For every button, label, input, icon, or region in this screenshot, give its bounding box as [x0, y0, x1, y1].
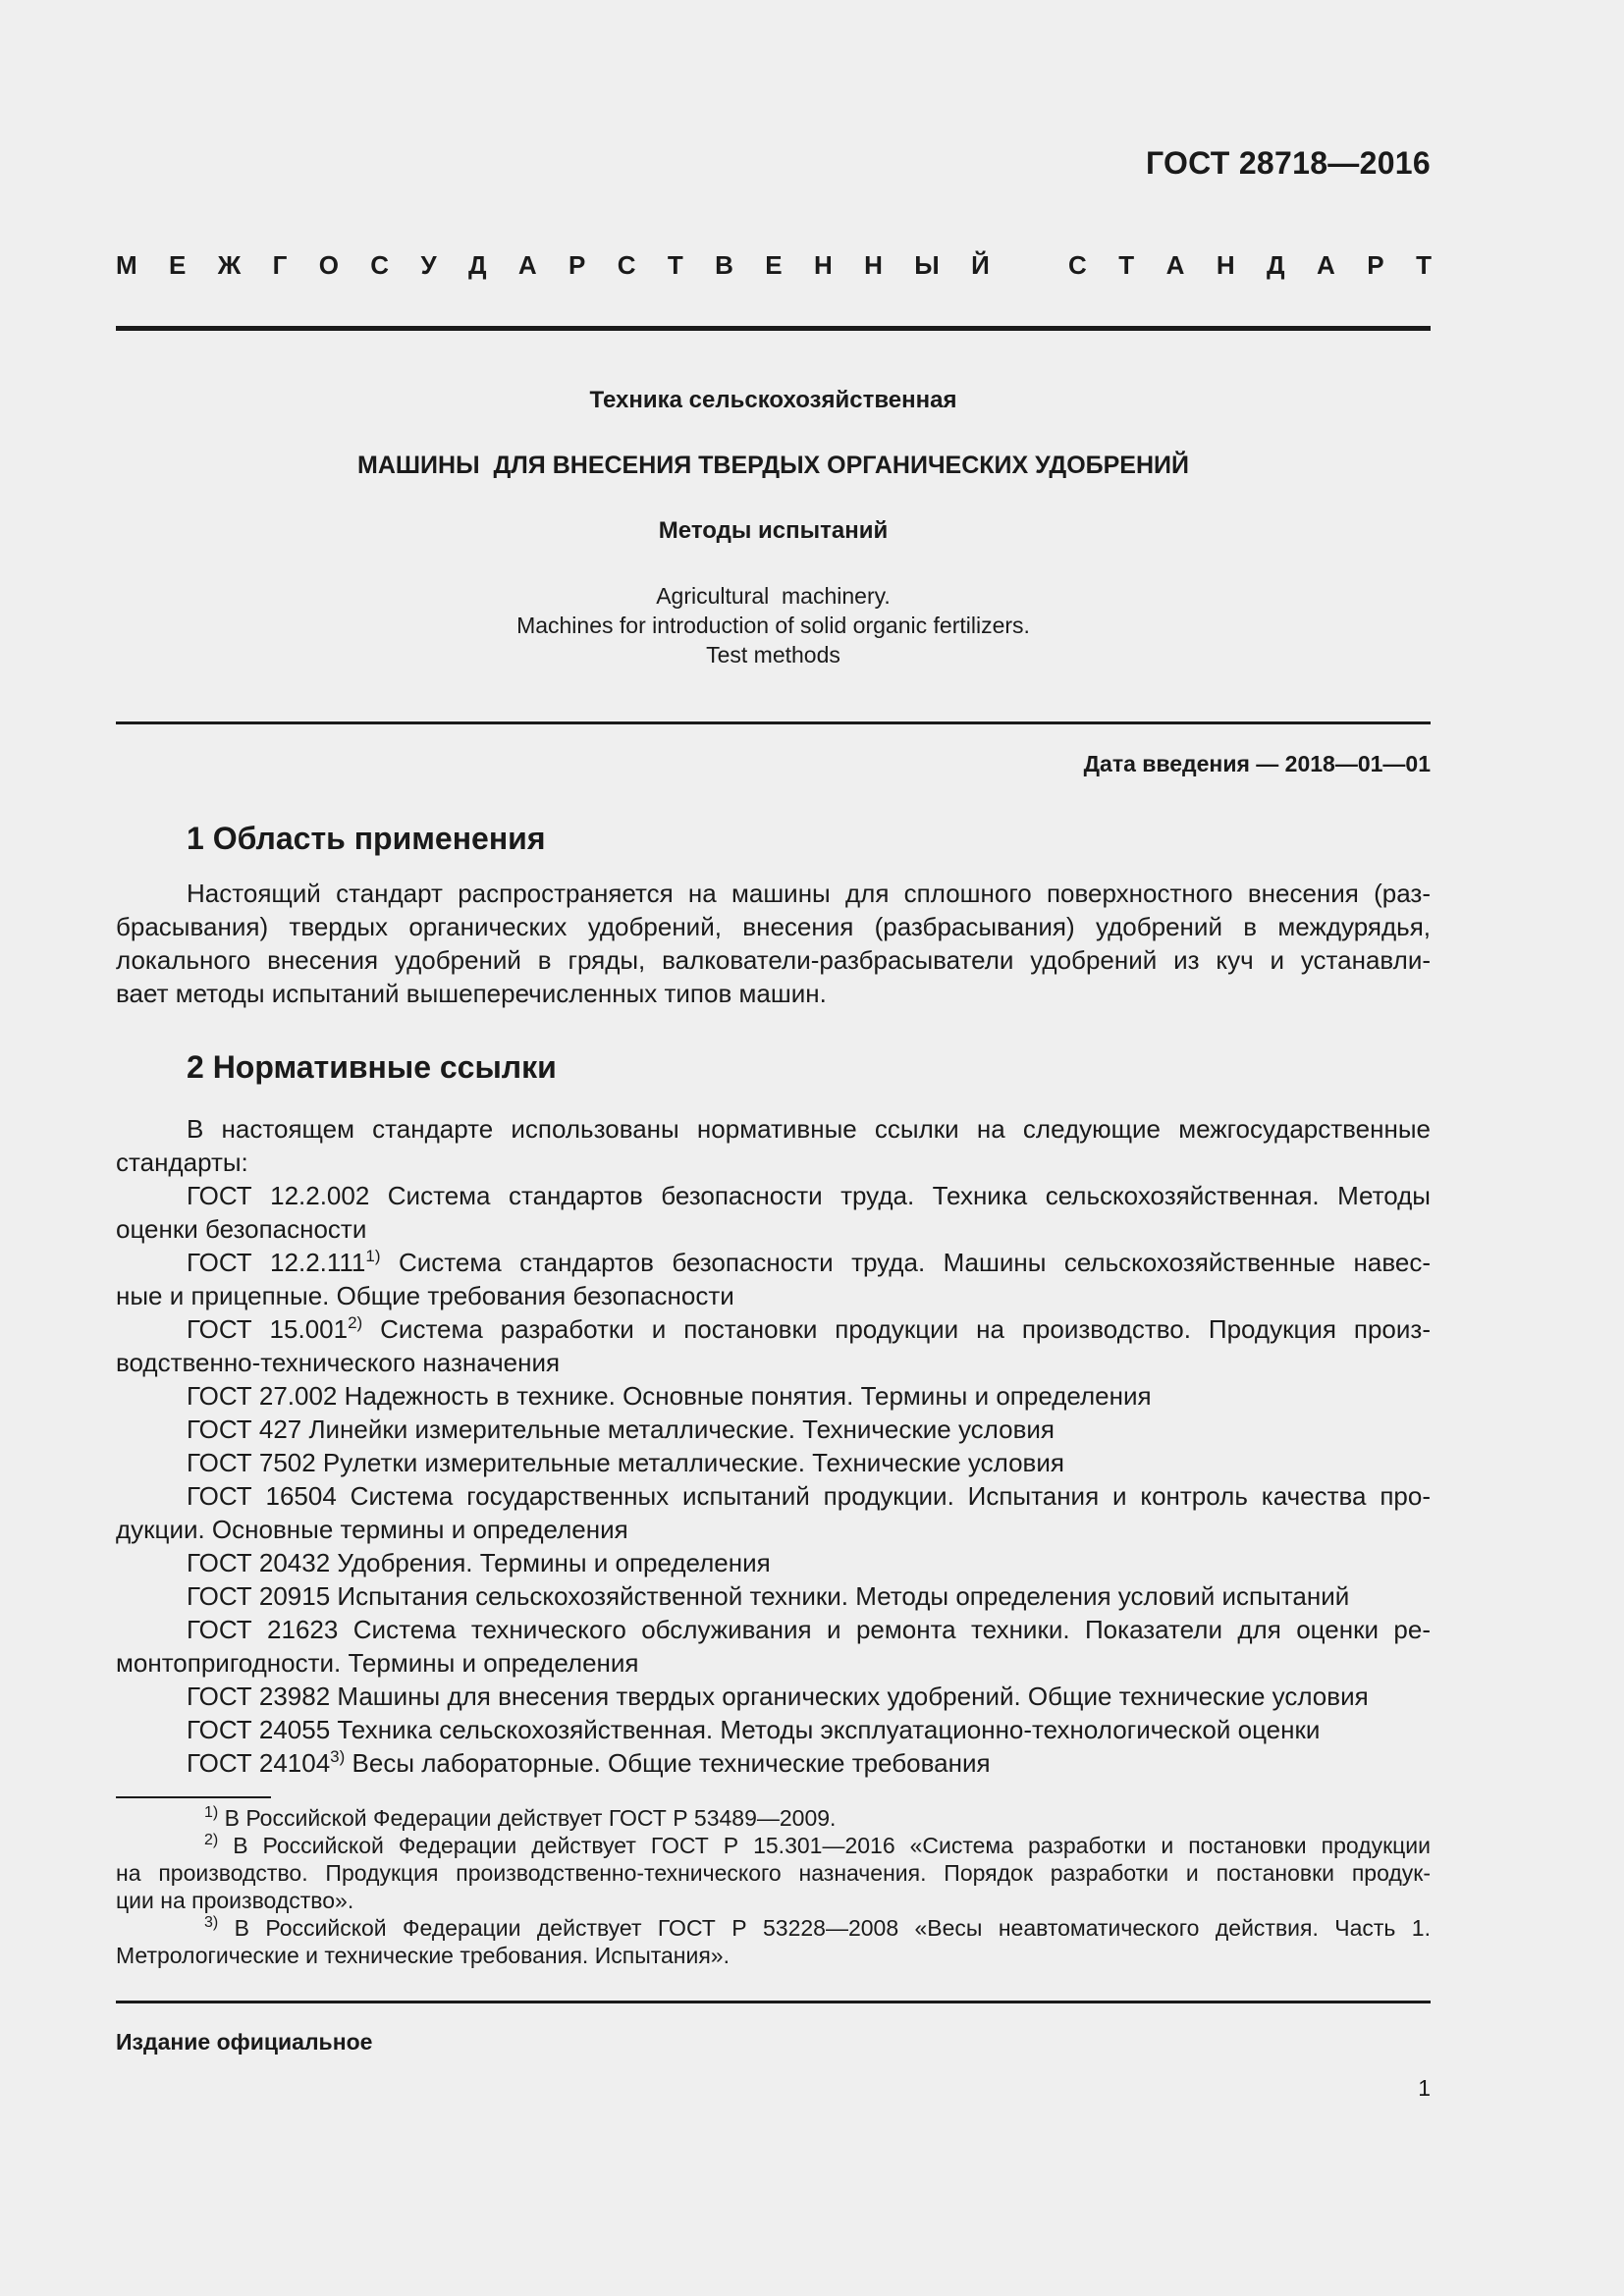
standard-type-letter: С [370, 250, 390, 280]
reference-line: ГОСТ 24055 Техника сельскохозяйственная. Методы эксплуатационно-технологической оценки [187, 1715, 1321, 1744]
introduction-date: Дата введения — 2018—01—01 [1083, 751, 1431, 776]
reference-line: оценки безопасности [116, 1214, 367, 1244]
footnote-marker: 2) [204, 1832, 219, 1848]
reference-code: ГОСТ 15.001 [187, 1314, 349, 1344]
edition-label: Издание официальное [116, 2029, 373, 2055]
reference-code: ГОСТ 12.2.111 [187, 1248, 366, 1277]
title-category: Техника сельскохозяйственная [589, 387, 957, 413]
section-1-heading: 1 Область применения [187, 821, 546, 856]
standard-type-heading [116, 250, 1432, 281]
standard-type-letter: У [420, 250, 437, 280]
standard-type-letter: Р [568, 250, 586, 280]
title-english-line: Agricultural machinery. [656, 583, 891, 609]
reference-line: ГОСТ 21623 Система технического обслуживания и ремонта техники. Показатели для оценки ре- [187, 1615, 1431, 1644]
section-2-body [116, 1112, 1431, 1780]
section-2-heading: 2 Нормативные ссылки [187, 1049, 557, 1085]
footnote-marker: 2) [348, 1313, 363, 1332]
standard-type-letter: Е [765, 250, 783, 280]
standard-type-letter: Т [1416, 250, 1432, 280]
reference-line: ные и прицепные. Общие требования безопасности [116, 1281, 734, 1310]
footnote-line: Метрологические и технические требования. Испытания». [116, 1943, 730, 1968]
reference-title: Весы лабораторные. Общие технические требования [345, 1748, 991, 1778]
standard-type-letter: Н [864, 250, 883, 280]
document-id: ГОСТ 28718—2016 [1145, 145, 1431, 181]
standard-type-letter: Н [1216, 250, 1235, 280]
reference-line: ГОСТ 27.002 Надежность в технике. Основные понятия. Термины и определения [187, 1381, 1152, 1411]
reference-title: Система стандартов безопасности труда. Машины сельскохозяйственные навес- [380, 1248, 1431, 1277]
body-line: В настоящем стандарте использованы нормативные ссылки на следующие межгосударственные [187, 1114, 1431, 1144]
reference-line [116, 1312, 1431, 1346]
standard-type-letter: О [318, 250, 339, 280]
footnote-line [116, 1832, 1431, 1859]
title-main: МАШИНЫ ДЛЯ ВНЕСЕНИЯ ТВЕРДЫХ ОРГАНИЧЕСКИХ УДОБРЕНИЙ [357, 452, 1189, 479]
standard-type-word-2 [1068, 250, 1432, 281]
standard-type-letter: Р [1367, 250, 1384, 280]
section-1-body [116, 877, 1431, 1010]
footnote-line [116, 1804, 1431, 1832]
footnote-rule [116, 1796, 271, 1798]
footnote-line: ции на производство». [116, 1888, 354, 1913]
standard-type-letter: А [1317, 250, 1335, 280]
body-line: локального внесения удобрений в гряды, валкователи-разбрасыватели удобрений из куч и устанавли- [116, 945, 1431, 975]
reference-line: монтопригодности. Термины и определения [116, 1648, 639, 1678]
reference-line: водственно-технического назначения [116, 1348, 561, 1377]
standard-type-letter: В [715, 250, 733, 280]
standard-type-letter: Н [813, 250, 833, 280]
title-subtitle: Методы испытаний [658, 517, 889, 544]
standard-type-letter: Й [971, 250, 990, 280]
standard-type-letter: А [517, 250, 537, 280]
body-line: стандарты: [116, 1148, 248, 1177]
reference-line: ГОСТ 20915 Испытания сельскохозяйственной техники. Методы определения условий испытаний [187, 1581, 1350, 1611]
footnote-line: на производство. Продукция производственно-технического назначения. Порядок разработки и постановки продук- [116, 1860, 1431, 1886]
body-line: брасывания) твердых органических удобрений, внесения (разбрасывания) удобрений в междурядья, [116, 912, 1431, 941]
title-english-line: Test methods [706, 642, 840, 667]
body-line: Настоящий стандарт распространяется на машины для сплошного поверхностного внесения (раз- [187, 879, 1431, 908]
footnotes [116, 1804, 1431, 1969]
title-english-line: Machines for introduction of solid organic fertilizers. [516, 613, 1030, 638]
standard-type-letter: Ж [217, 250, 242, 280]
reference-title: Система разработки и постановки продукции на производство. Продукция произ- [362, 1314, 1431, 1344]
standard-type-letter: Д [1267, 250, 1285, 280]
reference-line: ГОСТ 427 Линейки измерительные металлические. Технические условия [187, 1415, 1055, 1444]
standard-type-letter: Е [169, 250, 187, 280]
title-english [116, 581, 1431, 669]
footnote-line [116, 1914, 1431, 1942]
footnote-text: В Российской Федерации действует ГОСТ Р 53489—2009. [218, 1805, 837, 1831]
footnote-marker: 3) [330, 1747, 346, 1766]
reference-line: ГОСТ 20432 Удобрения. Термины и определения [187, 1548, 771, 1577]
footnote-marker: 3) [204, 1914, 219, 1931]
standard-type-letter: Д [467, 250, 487, 280]
reference-line [116, 1246, 1431, 1279]
standard-type-letter: Т [667, 250, 683, 280]
footnote-text: В Российской Федерации действует ГОСТ Р 53228—2008 «Весы неавтоматического действия. Часть 1. [218, 1915, 1431, 1941]
standard-type-letter: Т [1118, 250, 1135, 280]
bottom-rule [116, 2001, 1431, 2003]
standard-type-letter: Г [272, 250, 288, 280]
reference-line: дукции. Основные термины и определения [116, 1515, 628, 1544]
standard-type-letter: Ы [914, 250, 940, 280]
footnote-text: В Российской Федерации действует ГОСТ Р 15.301—2016 «Система разработки и постановки продукции [218, 1833, 1431, 1858]
normative-references-list [116, 1179, 1431, 1780]
standard-type-letter: А [1165, 250, 1185, 280]
body-line: вает методы испытаний вышеперечисленных типов машин. [116, 979, 827, 1008]
standard-type-letter: М [116, 250, 137, 280]
reference-line: ГОСТ 23982 Машины для внесения твердых органических удобрений. Общие технические условия [187, 1682, 1369, 1711]
top-rule [116, 326, 1431, 331]
middle-rule [116, 721, 1431, 724]
standard-type-letter: С [617, 250, 636, 280]
reference-line: ГОСТ 12.2.002 Система стандартов безопасности труда. Техника сельскохозяйственная. Методы [187, 1181, 1431, 1210]
reference-line [116, 1746, 1431, 1780]
footnote-marker: 1) [204, 1804, 219, 1821]
reference-line: ГОСТ 16504 Система государственных испытаний продукции. Испытания и контроль качества про- [187, 1481, 1431, 1511]
standard-type-word-1 [116, 250, 990, 281]
footnote-marker: 1) [365, 1247, 381, 1265]
standard-type-letter: С [1068, 250, 1087, 280]
reference-code: ГОСТ 24104 [187, 1748, 331, 1778]
reference-line: ГОСТ 7502 Рулетки измерительные металлические. Технические условия [187, 1448, 1064, 1477]
page-number: 1 [1418, 2075, 1431, 2101]
